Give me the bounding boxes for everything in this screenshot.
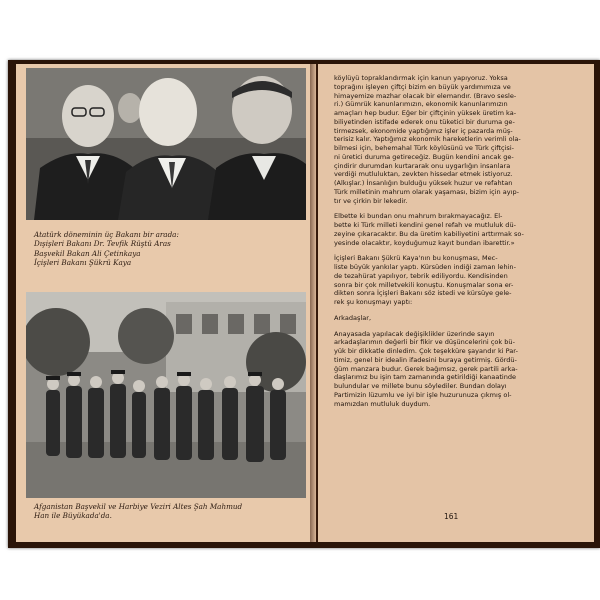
text-line: ni üretici duruma getireceğiz. Bugün kendini ancak ge-	[334, 152, 514, 161]
caption-line: Dışişleri Bakanı Dr. Tevfik Rüştü Aras	[34, 239, 171, 249]
text-line: sonra bir çok milletvekili konuştu. Konuşmalar sona er-	[334, 280, 514, 289]
text-line: verdiği mutluluktan, zevkten hissedar etmek istiyoruz.	[334, 170, 513, 179]
open-book	[8, 60, 600, 548]
text-line: bilmesi için, behemahal Türk köylüsünü ve Türk çiftçisi-	[334, 144, 515, 152]
text-line: ğüm manzara budur. Gerek bağımsız, gerek partili arka-	[334, 364, 518, 373]
text-line: yesinde olacaktır, koyduğumuz kayıt bundan ibarettir.»	[334, 238, 515, 247]
body-text	[334, 74, 580, 408]
text-line: Arkadaşlar,	[334, 313, 372, 322]
text-line: tirmezsek, ekonomide yaptığımız işler iç pazarda müş-	[334, 126, 513, 135]
text-line: amaçları hep budur. Eğer bir çiftçinin yüksek üretim ka-	[334, 109, 517, 117]
text-line: himayemize mazhar olacak bir elemandır. (Bravo sesle-	[334, 91, 517, 100]
text-line: liste büyük yankılar yaptı. Kürsüden indiği zaman lehin-	[334, 263, 516, 271]
caption-three-ministers	[34, 230, 304, 268]
caption-line: Han ile Büyükada'da.	[34, 511, 112, 521]
page-number: 161	[444, 512, 459, 521]
caption-line: Afganistan Başvekil ve Harbiye Veziri Altes Şah Mahmud	[34, 502, 243, 511]
text-line: İçişleri Bakanı Şükrü Kaya'nın bu konuşması, Mec-	[334, 254, 498, 263]
right-page	[318, 64, 594, 542]
text-line: bette ki Türk milleti kendini genel refah ve mutluluk dü-	[334, 221, 516, 229]
caption-line: Başvekil Bakan Ali Çetinkaya	[34, 248, 141, 258]
caption-line: Atatürk döneminin üç Bakanı bir arada:	[34, 230, 179, 239]
buyukada-group-illustration	[26, 292, 306, 498]
text-line: çindirir durumdan kurtararak onu uygarlığın insanlara	[334, 161, 511, 170]
text-line: köylüyü topraklandırmak için kanun yapıyoruz. Yoksa	[334, 74, 508, 82]
text-line: dikten sonra İçişleri Bakanı söz istedi ve kürsüye gele-	[334, 289, 512, 298]
caption-line: İçişleri Bakanı Şükrü Kaya	[34, 258, 132, 268]
text-line: rek şu konuşmayı yaptı:	[334, 298, 413, 306]
text-line: Türk milletinin mahrum olarak yaşaması, bizim için ayıp-	[334, 187, 519, 196]
left-page	[16, 64, 316, 542]
text-line: ri.) Gümrük kanunlarımızın, ekonomik kanunlarımızın	[334, 100, 508, 109]
photo-three-ministers	[26, 68, 306, 220]
photo-buyukada-group	[26, 292, 306, 498]
text-line: daşlarımız bu işin tam zamanında getirildiği kanaatinde	[334, 373, 517, 382]
text-line: Elbette ki bundan onu mahrum bırakmayacağız. El-	[334, 212, 503, 221]
text-line: timiz, genel bir idealin ifadesini buraya getirmiş. Gördü-	[334, 355, 517, 364]
caption-buyukada	[34, 502, 304, 521]
text-line: bulundular ve millete bunu söylediler. Bundan dolayı	[334, 382, 507, 390]
text-line: mamızdan mutluluk duydum.	[334, 399, 431, 408]
text-line: (Alkışlar.) İnsanlığın bulduğu yüksek huzur ve refahtan	[334, 179, 513, 187]
text-line: Partimizin lüzumlu ve iyi bir işle huzurunuza çıkmış ol-	[334, 390, 512, 399]
text-line: yük bir dikkatle dinledim. Çok teşekküre şayandır ki Par-	[334, 347, 518, 355]
text-line: arkadaşlarımın değerli bir fikir ve düşüncelerini çok bü-	[334, 338, 515, 347]
three-ministers-illustration	[26, 68, 306, 220]
text-line: terisiz kalır. Yaptığımız ekonomik hareketlerin verimli ola-	[334, 135, 521, 144]
text-line: biliyetinden istifade ederek onu tüketici bir duruma ge-	[334, 117, 515, 126]
text-line: zeyine çıkaracaktır. Bu da üretim kabiliyetini arttırmak so-	[334, 229, 524, 238]
text-line: de tezahürat yapılıyor, tebrik ediliyordu. Kendisinden	[334, 271, 508, 280]
text-line: Anayasada yapılacak değişiklikler üzerinde sayın	[334, 329, 495, 338]
text-line: tır ve çirkin bir lekedir.	[334, 196, 408, 205]
text-line: toprağını işleyen çiftçi bizim en büyük yardımımıza ve	[334, 82, 511, 91]
